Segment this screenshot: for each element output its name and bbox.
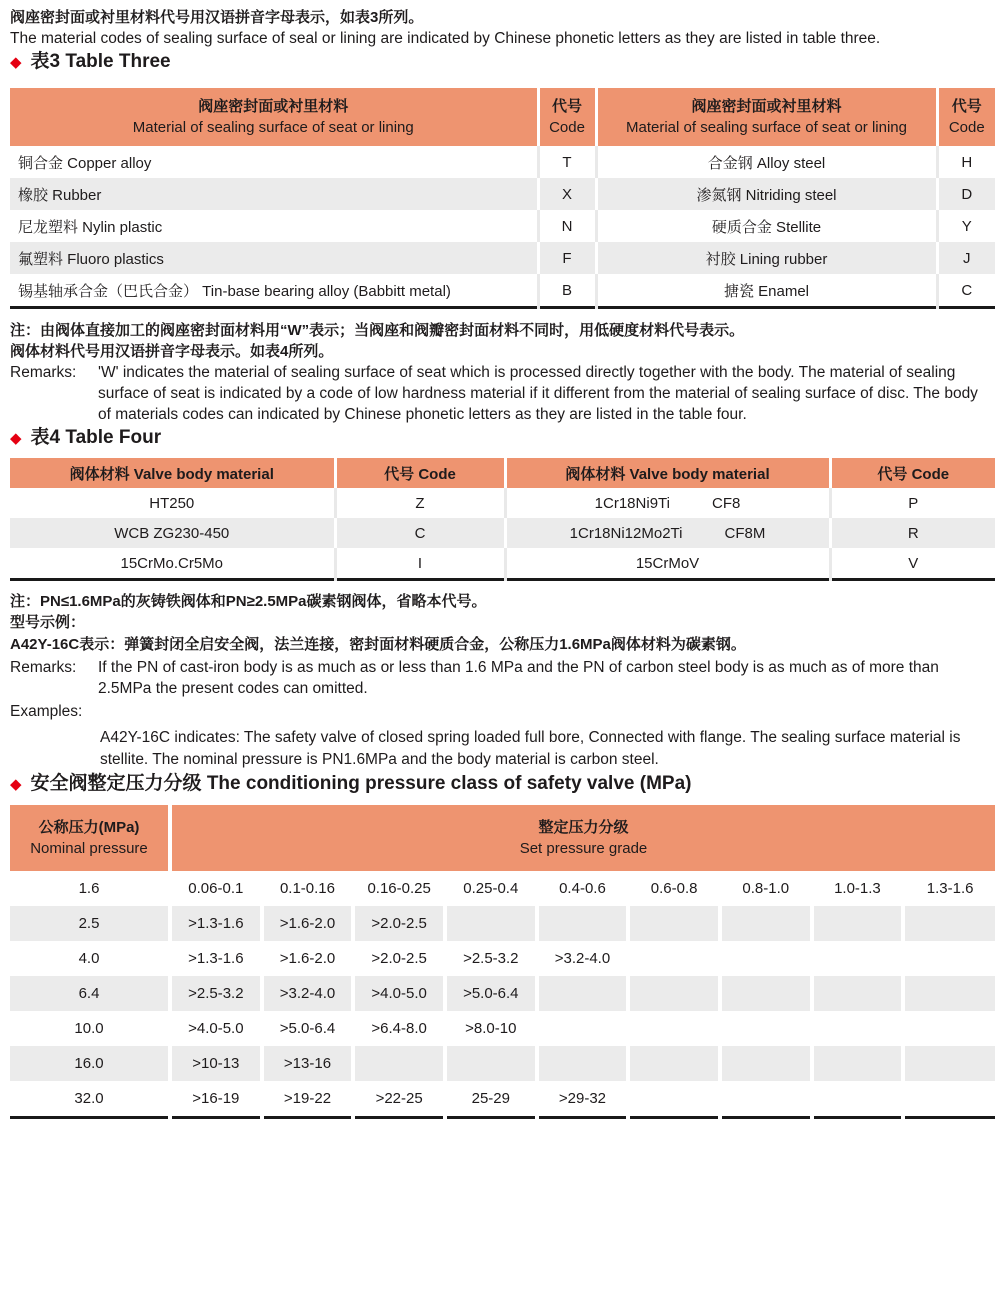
table-row <box>10 1081 995 1118</box>
table-row <box>10 941 995 976</box>
grade-cell: >10-13 <box>170 1046 262 1081</box>
material-cell: 合金钢 Alloy steel <box>596 146 937 178</box>
code-cell: B <box>538 274 596 308</box>
remarks-label: Remarks: <box>10 364 77 381</box>
code-cell: F <box>538 242 596 274</box>
material-cell <box>505 488 830 518</box>
intro-en-text: The material codes of sealing surface of seal or lining are indicated by Chinese phonetic letters as they are listed in table three. <box>10 30 881 47</box>
grade-cell <box>628 906 720 941</box>
remarks-body: If the PN of cast-iron body is as much as or less than 1.6 MPa and the PN of carbon steel body is as much as of more than 2.5MPa the present codes can omitted. <box>98 659 939 697</box>
grade-cell <box>903 976 995 1011</box>
material-cell: 铜合金 Copper alloy <box>18 154 152 172</box>
table4-header-code-right: 代号 Code <box>830 458 995 488</box>
material-cell <box>505 518 830 548</box>
table4-remarks-en <box>10 657 995 699</box>
diamond-bullet-icon: ◆ <box>10 775 22 793</box>
table-row <box>10 548 995 580</box>
section-title-table4 <box>10 425 995 451</box>
example-en: A42Y-16C indicates: The safety valve of closed spring loaded full bore, Connected with flange. The sealing surface material is stellite. The nominal pressure is PN1.6MPa and the body material is carbon steel. <box>100 729 961 768</box>
grade-cell: >16-19 <box>170 1081 262 1118</box>
grade-cell: >3.2-4.0 <box>537 941 629 976</box>
grade-cell: 1.3-1.6 <box>903 871 995 906</box>
material-cell: 橡胶 Rubber <box>18 186 102 204</box>
material-cell: 硬质合金 Stellite <box>596 210 937 242</box>
examples-label: Examples: <box>10 703 83 720</box>
code-cell: R <box>830 518 995 548</box>
grade-cell <box>812 941 904 976</box>
material-cell: 渗氮钢 Nitriding steel <box>596 178 937 210</box>
material-cell: 尼龙塑料 Nylin plastic <box>18 218 163 236</box>
grade-cell <box>537 1011 629 1046</box>
nominal-pressure-cell: 1.6 <box>78 880 100 897</box>
grade-cell <box>353 1046 445 1081</box>
table3-header-material-right <box>596 88 937 146</box>
grade-cell: >4.0-5.0 <box>353 976 445 1011</box>
grade-cell <box>628 941 720 976</box>
grade-cell <box>628 976 720 1011</box>
grade-cell: >22-25 <box>353 1081 445 1118</box>
grade-cell: >4.0-5.0 <box>170 1011 262 1046</box>
section-title-table4-label: 表4 Table Four <box>30 427 162 448</box>
code-cell: J <box>937 242 995 274</box>
nominal-pressure-cell: 2.5 <box>78 915 100 932</box>
grade-cell <box>720 976 812 1011</box>
grade-cell <box>812 906 904 941</box>
model-example-label: 型号示例： <box>10 614 86 631</box>
material-name: 15CrMoV <box>635 554 700 572</box>
grade-cell <box>812 1046 904 1081</box>
grade-cell: >5.0-6.4 <box>262 1011 354 1046</box>
header-code-en: Code <box>549 119 585 136</box>
grade-cell <box>720 1011 812 1046</box>
set-pressure-grade-header <box>170 805 995 871</box>
table-row <box>10 274 995 308</box>
grade-cell <box>903 1011 995 1046</box>
material-name: 1Cr18Ni12Mo2Ti <box>569 524 683 542</box>
grade-cell: >2.5-3.2 <box>170 976 262 1011</box>
material-cell <box>505 548 830 580</box>
nominal-pressure-cell: 16.0 <box>74 1055 104 1072</box>
grade-cell: >1.3-1.6 <box>170 941 262 976</box>
material-cell: 氟塑料 Fluoro plastics <box>18 250 164 268</box>
grade-cell: 0.8-1.0 <box>720 871 812 906</box>
table-row <box>10 518 995 548</box>
header-code-zh: 代号 <box>951 98 982 115</box>
grade-cell: >2.0-2.5 <box>353 941 445 976</box>
grade-cell <box>445 1046 537 1081</box>
table-row <box>10 242 995 274</box>
nominal-pressure-cell: 32.0 <box>74 1090 104 1107</box>
grade-cell: >2.5-3.2 <box>445 941 537 976</box>
catalog-page <box>0 7 1000 1119</box>
code-cell: I <box>335 548 505 580</box>
table3-note-zh1: 注：由阀体直接加工的阀座密封面材料用“W”表示；当阀座和阀瓣密封面材料不同时，用低硬度材料代号表示。 <box>10 322 745 339</box>
remarks-label: Remarks: <box>10 659 77 676</box>
code-cell: N <box>538 210 596 242</box>
intro-block <box>10 7 995 49</box>
grade-cell: 0.06-0.1 <box>170 871 262 906</box>
grade-cell <box>628 1081 720 1118</box>
grade-cell <box>903 906 995 941</box>
table3-notes <box>10 320 995 425</box>
table3-header-code-left <box>538 88 596 146</box>
grade-cell: >6.4-8.0 <box>353 1011 445 1046</box>
table-row <box>10 906 995 941</box>
table-row <box>10 210 995 242</box>
grade-cell: 0.25-0.4 <box>445 871 537 906</box>
header-material-zh: 阀座密封面或衬里材料 <box>691 98 842 115</box>
pressure-header-row <box>10 805 995 871</box>
table-row <box>10 146 995 178</box>
header-code-en: Code <box>948 119 985 136</box>
nominal-pressure-zh: 公称压力(MPa) <box>38 819 140 836</box>
grade-cell: 1.0-1.3 <box>812 871 904 906</box>
code-cell: H <box>937 146 995 178</box>
grade-cell: 25-29 <box>445 1081 537 1118</box>
grade-cell: >1.6-2.0 <box>262 941 354 976</box>
table3-header-code-right <box>937 88 995 146</box>
remarks-body: 'W' indicates the material of sealing surface of seat which is processed directly together with the body. The material of sealing surface of seat is indicated by a code of low hardness material if it different from the material of sealing surface of disc. The body of materials codes can indicated by Chinese phonetic letters as they are listed in the table four. <box>98 364 978 423</box>
grade-cell: >3.2-4.0 <box>262 976 354 1011</box>
nominal-pressure-en: Nominal pressure <box>30 840 148 857</box>
table3-seal-materials <box>10 88 995 309</box>
diamond-bullet-icon: ◆ <box>10 53 22 71</box>
table3-remarks-en <box>10 362 995 425</box>
diamond-bullet-icon: ◆ <box>10 429 22 447</box>
grade-cell: >2.0-2.5 <box>353 906 445 941</box>
grade-cell <box>812 1011 904 1046</box>
grade-cell <box>812 976 904 1011</box>
grade-cell <box>720 1046 812 1081</box>
grade-cell: 0.1-0.16 <box>262 871 354 906</box>
grade-cell <box>537 906 629 941</box>
header-code-zh: 代号 <box>551 98 582 115</box>
section-title-pressure-label: 安全阀整定压力分级 The conditioning pressure class of safety valve (MPa) <box>30 773 692 794</box>
set-pressure-grade-en: Set pressure grade <box>519 840 648 857</box>
grade-cell: >1.3-1.6 <box>170 906 262 941</box>
grade-cell: 0.4-0.6 <box>537 871 629 906</box>
header-material-zh: 阀座密封面或衬里材料 <box>198 98 349 115</box>
set-pressure-grade-zh: 整定压力分级 <box>538 819 629 836</box>
code-cell: C <box>335 518 505 548</box>
table4-header-material-left: 阀体材料 Valve body material <box>10 458 335 488</box>
table-row <box>10 1011 995 1046</box>
intro-zh-text: 阀座密封面或衬里材料代号用汉语拼音字母表示，如表3所列。 <box>10 9 424 26</box>
material-cell: HT250 <box>149 494 195 512</box>
grade-cell: >5.0-6.4 <box>445 976 537 1011</box>
nominal-pressure-cell: 6.4 <box>78 985 100 1002</box>
grade-cell: >8.0-10 <box>445 1011 537 1046</box>
table4-header-code-left: 代号 Code <box>335 458 505 488</box>
table3-header-row <box>10 88 995 146</box>
material-alt-name: CF8 <box>711 494 741 512</box>
table4-notes <box>10 591 995 771</box>
table4-body-materials <box>10 458 995 581</box>
grade-cell: >19-22 <box>262 1081 354 1118</box>
header-material-en: Material of sealing surface of seat or lining <box>132 119 414 136</box>
grade-cell: 0.16-0.25 <box>353 871 445 906</box>
section-title-table3-label: 表3 Table Three <box>30 51 171 72</box>
code-cell: X <box>538 178 596 210</box>
grade-cell <box>720 1081 812 1118</box>
pressure-class-table <box>10 805 995 1119</box>
code-cell: V <box>830 548 995 580</box>
table-row <box>10 976 995 1011</box>
table-row <box>10 871 995 906</box>
nominal-pressure-header <box>10 805 170 871</box>
table4-header-material-right: 阀体材料 Valve body material <box>505 458 830 488</box>
nominal-pressure-cell: 10.0 <box>74 1020 104 1037</box>
material-name: 1Cr18Ni9Ti <box>594 494 670 512</box>
grade-cell <box>812 1081 904 1118</box>
grade-cell <box>445 906 537 941</box>
code-cell: P <box>830 488 995 518</box>
material-cell: 15CrMo.Cr5Mo <box>120 554 224 572</box>
code-cell: Z <box>335 488 505 518</box>
grade-cell <box>537 976 629 1011</box>
material-cell: 搪瓷 Enamel <box>596 274 937 308</box>
table3-note-zh2: 阀体材料代号用汉语拼音字母表示。如表4所列。 <box>10 343 334 360</box>
grade-cell: >1.6-2.0 <box>262 906 354 941</box>
code-cell: T <box>538 146 596 178</box>
grade-cell <box>628 1046 720 1081</box>
grade-cell: >13-16 <box>262 1046 354 1081</box>
grade-cell <box>628 1011 720 1046</box>
section-title-table3 <box>10 49 995 75</box>
table-row <box>10 178 995 210</box>
grade-cell <box>903 1046 995 1081</box>
material-cell: 锡基轴承合金（巴氏合金） Tin-base bearing alloy (Babbitt metal) <box>18 282 451 300</box>
material-alt-name: CF8M <box>724 524 766 542</box>
table3-header-material-left <box>10 88 538 146</box>
grade-cell <box>537 1046 629 1081</box>
code-cell: D <box>937 178 995 210</box>
grade-cell: 0.6-0.8 <box>628 871 720 906</box>
grade-cell <box>720 906 812 941</box>
grade-cell <box>720 941 812 976</box>
header-material-en: Material of sealing surface of seat or lining <box>626 119 907 136</box>
table4-note-zh: 注：PN≤1.6MPa的灰铸铁阀体和PN≥2.5MPa碳素钢阀体，省略本代号。 <box>10 593 487 610</box>
table-row <box>10 1046 995 1081</box>
grade-cell <box>903 941 995 976</box>
material-cell: WCB ZG230-450 <box>114 524 230 542</box>
table4-header-row <box>10 458 995 488</box>
code-cell: C <box>937 274 995 308</box>
section-title-pressure <box>10 771 995 797</box>
grade-cell: >29-32 <box>537 1081 629 1118</box>
grade-cell <box>903 1081 995 1118</box>
code-cell: Y <box>937 210 995 242</box>
material-cell: 衬胶 Lining rubber <box>596 242 937 274</box>
model-example-zh: A42Y-16C表示：弹簧封闭全启安全阀，法兰连接，密封面材料硬质合金，公称压力1.6MPa阀体材料为碳素钢。 <box>10 636 746 653</box>
table-row <box>10 488 995 518</box>
nominal-pressure-cell: 4.0 <box>78 950 100 967</box>
